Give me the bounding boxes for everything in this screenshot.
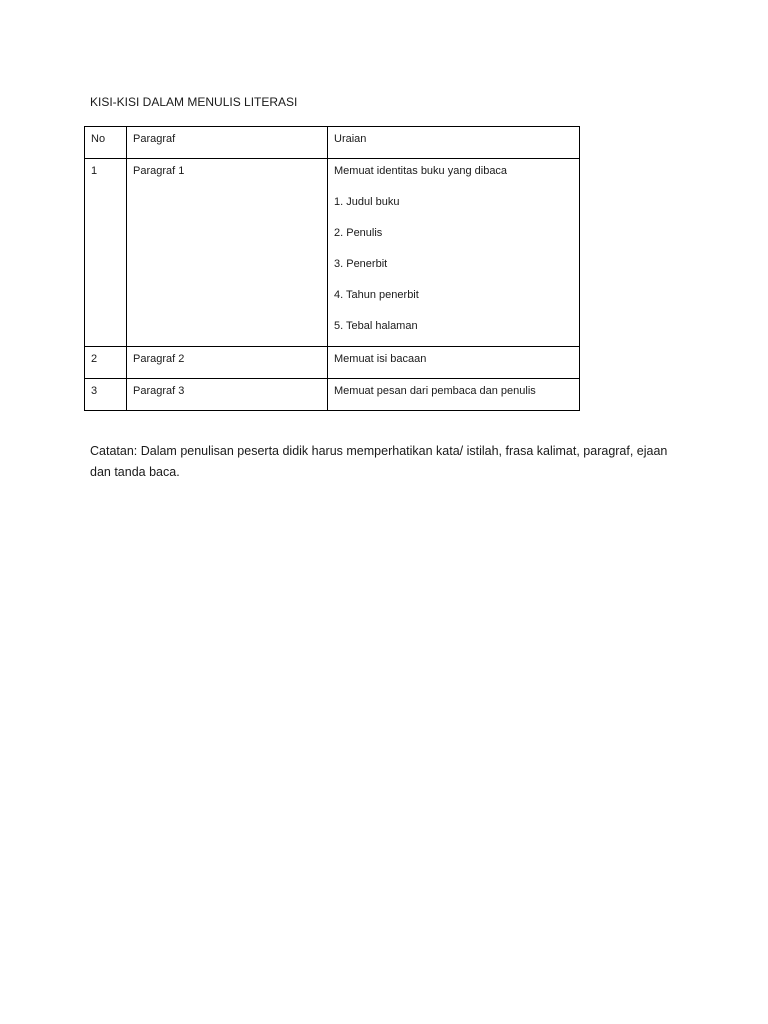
note-paragraph: Catatan: Dalam penulisan peserta didik harus memperhatikan kata/ istilah, frasa kalimat, paragraf, ejaan dan tanda baca.	[90, 444, 668, 479]
kisi-table	[84, 126, 580, 411]
document-title: KISI-KISI DALAM MENULIS LITERASI	[90, 95, 298, 109]
cell-uraian	[328, 379, 580, 411]
uraian-line: 4. Tahun penerbit	[334, 289, 419, 301]
uraian-line: 5. Tebal halaman	[334, 320, 418, 332]
cell-paragraf: Paragraf 2	[127, 347, 328, 379]
table-row	[85, 159, 580, 347]
cell-uraian	[328, 347, 580, 379]
header-uraian: Uraian	[328, 127, 580, 159]
cell-no: 1	[85, 159, 127, 347]
cell-no: 3	[85, 379, 127, 411]
uraian-line: 2. Penulis	[334, 227, 383, 239]
table-row	[85, 379, 580, 411]
cell-no: 2	[85, 347, 127, 379]
uraian-line: Memuat identitas buku yang dibaca	[334, 165, 508, 177]
table-header-row	[85, 127, 580, 159]
uraian-line: Memuat isi bacaan	[334, 353, 427, 365]
uraian-line: 3. Penerbit	[334, 258, 388, 270]
header-paragraf: Paragraf	[127, 127, 328, 159]
header-no: No	[85, 127, 127, 159]
cell-paragraf: Paragraf 3	[127, 379, 328, 411]
uraian-line: Memuat pesan dari pembaca dan penulis	[334, 385, 536, 397]
table-row	[85, 347, 580, 379]
uraian-line: 1. Judul buku	[334, 196, 400, 208]
cell-uraian	[328, 159, 580, 347]
cell-paragraf: Paragraf 1	[127, 159, 328, 347]
